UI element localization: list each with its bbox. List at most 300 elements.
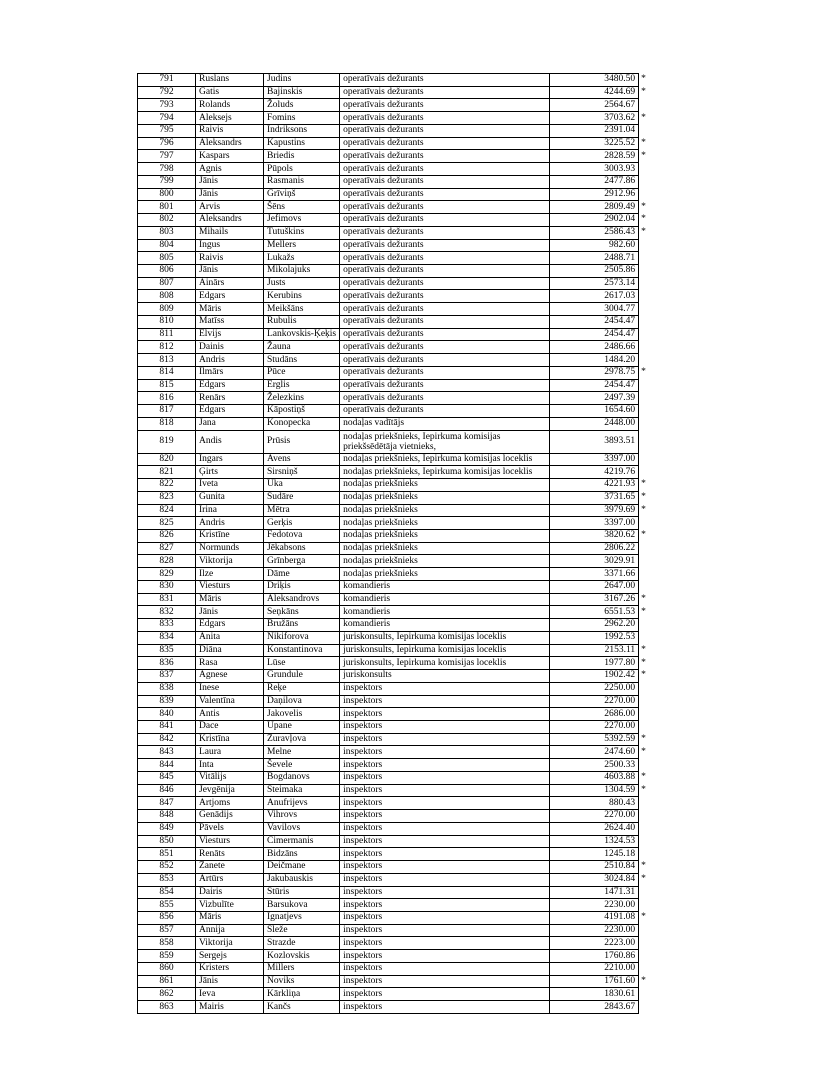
mark-cell: * [641, 214, 646, 225]
amount-cell: 2486.66 [550, 341, 639, 354]
first-name-cell: Māris [196, 912, 264, 925]
amount-cell: 1977.80 [550, 657, 639, 670]
amount-cell: 982.60 [550, 239, 639, 252]
mark-cell [639, 848, 649, 861]
mark-cell [639, 417, 649, 430]
first-name-cell: Kristers [196, 962, 264, 975]
last-name-cell: Ševele [264, 759, 340, 772]
mark-cell [639, 315, 649, 328]
table-row [138, 797, 649, 810]
last-name-cell: Vavilovs [264, 822, 340, 835]
first-name-cell: Ainārs [196, 277, 264, 290]
first-name-cell: Diāna [196, 644, 264, 657]
last-name-cell: Fomins [264, 112, 340, 125]
amount-cell: 3820.62 [550, 529, 639, 542]
row-number-cell: 857 [138, 924, 196, 937]
row-number-cell: 805 [138, 252, 196, 265]
first-name-cell: Rolands [196, 99, 264, 112]
amount-cell: 2505.86 [550, 265, 639, 278]
mark-cell [639, 341, 649, 354]
first-name-cell: Sergejs [196, 950, 264, 963]
row-number-cell: 797 [138, 150, 196, 163]
position-cell: nodaļas priekšnieks [340, 517, 550, 530]
row-number-cell: 842 [138, 733, 196, 746]
last-name-cell: Kāpostiņš [264, 405, 340, 418]
first-name-cell: Ģirts [196, 466, 264, 479]
amount-cell: 2474.60 [550, 746, 639, 759]
position-cell: inspektors [340, 733, 550, 746]
mark-cell [639, 453, 649, 466]
mark-cell [639, 239, 649, 252]
first-name-cell: Vizbulīte [196, 899, 264, 912]
amount-cell: 1654.60 [550, 405, 639, 418]
table-row [138, 479, 649, 492]
last-name-cell: Šēns [264, 201, 340, 214]
table-row [138, 835, 649, 848]
position-cell: inspektors [340, 873, 550, 886]
position-cell: juriskonsults [340, 670, 550, 683]
row-number-cell: 818 [138, 417, 196, 430]
first-name-cell: Viesturs [196, 835, 264, 848]
mark-cell: * [641, 785, 646, 796]
row-number-cell: 859 [138, 950, 196, 963]
last-name-cell: Rubulis [264, 315, 340, 328]
amount-cell: 2828.59 [550, 150, 639, 163]
row-number-cell: 826 [138, 529, 196, 542]
row-number-cell: 832 [138, 606, 196, 619]
amount-cell: 4603.88 [550, 771, 639, 784]
table-row [138, 354, 649, 367]
amount-cell: 2624.40 [550, 822, 639, 835]
table-row [138, 163, 649, 176]
table-row [138, 112, 649, 125]
first-name-cell: Annija [196, 924, 264, 937]
row-number-cell: 827 [138, 542, 196, 555]
amount-cell: 3003.93 [550, 163, 639, 176]
mark-cell [639, 124, 649, 137]
first-name-cell: Jānis [196, 175, 264, 188]
amount-cell: 1484.20 [550, 354, 639, 367]
row-number-cell: 807 [138, 277, 196, 290]
table-row [138, 466, 649, 479]
first-name-cell: Agnis [196, 163, 264, 176]
first-name-cell: Andis [196, 430, 264, 453]
row-number-cell: 846 [138, 784, 196, 797]
last-name-cell: Bružāns [264, 619, 340, 632]
mark-cell: * [641, 227, 646, 238]
last-name-cell: Prūsis [264, 430, 340, 453]
last-name-cell: Justs [264, 277, 340, 290]
first-name-cell: Andris [196, 354, 264, 367]
table-row [138, 405, 649, 418]
mark-cell [639, 430, 649, 453]
last-name-cell: Anufrijevs [264, 797, 340, 810]
table-row [138, 86, 649, 99]
position-cell: inspektors [340, 835, 550, 848]
amount-cell: 2454.47 [550, 328, 639, 341]
table-row [138, 175, 649, 188]
amount-cell: 3893.51 [550, 430, 639, 453]
last-name-cell: Kapustins [264, 137, 340, 150]
last-name-cell: Bajinskis [264, 86, 340, 99]
row-number-cell: 837 [138, 670, 196, 683]
row-number-cell: 860 [138, 962, 196, 975]
mark-cell: * [641, 530, 646, 541]
mark-cell [639, 252, 649, 265]
amount-cell: 3397.00 [550, 517, 639, 530]
first-name-cell: Elvijs [196, 328, 264, 341]
table-row [138, 99, 649, 112]
mark-cell [639, 580, 649, 593]
last-name-cell: Gerķis [264, 517, 340, 530]
position-cell: inspektors [340, 988, 550, 1001]
last-name-cell: Seņkāns [264, 606, 340, 619]
first-name-cell: Raivis [196, 124, 264, 137]
last-name-cell: Konopecka [264, 417, 340, 430]
row-number-cell: 845 [138, 771, 196, 784]
mark-cell: * [641, 606, 646, 617]
last-name-cell: Šteimaka [264, 784, 340, 797]
table-row [138, 886, 649, 899]
first-name-cell: Ingus [196, 239, 264, 252]
position-cell: komandieris [340, 606, 550, 619]
table-row [138, 124, 649, 137]
row-number-cell: 810 [138, 315, 196, 328]
mark-cell [639, 99, 649, 112]
table-row [138, 848, 649, 861]
position-cell: inspektors [340, 912, 550, 925]
position-cell: nodaļas vadītājs [340, 417, 550, 430]
amount-cell: 2573.14 [550, 277, 639, 290]
first-name-cell: Kristīna [196, 733, 264, 746]
mark-cell: * [641, 734, 646, 745]
first-name-cell: Māris [196, 303, 264, 316]
amount-cell: 3004.77 [550, 303, 639, 316]
position-cell: juriskonsults, Iepirkuma komisijas loceklis [340, 631, 550, 644]
position-cell: nodaļas priekšnieks [340, 504, 550, 517]
table-row [138, 873, 649, 886]
position-cell: inspektors [340, 759, 550, 772]
table-row [138, 733, 649, 746]
first-name-cell: Žanete [196, 861, 264, 874]
mark-cell [639, 759, 649, 772]
amount-cell: 2510.84 [550, 861, 639, 874]
table-row [138, 392, 649, 405]
mark-cell [639, 1001, 649, 1014]
last-name-cell: Indriksons [264, 124, 340, 137]
salary-table [137, 73, 649, 1014]
row-number-cell: 793 [138, 99, 196, 112]
amount-cell: 2270.00 [550, 810, 639, 823]
amount-cell: 6551.53 [550, 606, 639, 619]
position-cell: inspektors [340, 975, 550, 988]
mark-cell [639, 708, 649, 721]
first-name-cell: Normunds [196, 542, 264, 555]
row-number-cell: 802 [138, 214, 196, 227]
row-number-cell: 847 [138, 797, 196, 810]
table-row [138, 682, 649, 695]
row-number-cell: 835 [138, 644, 196, 657]
table-row [138, 950, 649, 963]
position-cell: operatīvais dežurants [340, 188, 550, 201]
first-name-cell: Jana [196, 417, 264, 430]
table-row [138, 670, 649, 683]
row-number-cell: 854 [138, 886, 196, 899]
mark-cell [639, 175, 649, 188]
position-cell: operatīvais dežurants [340, 214, 550, 227]
amount-cell: 2230.00 [550, 899, 639, 912]
table-row [138, 303, 649, 316]
row-number-cell: 834 [138, 631, 196, 644]
table-row [138, 74, 649, 87]
amount-cell: 2647.00 [550, 580, 639, 593]
row-number-cell: 833 [138, 619, 196, 632]
first-name-cell: Iveta [196, 479, 264, 492]
last-name-cell: Strazde [264, 937, 340, 950]
row-number-cell: 825 [138, 517, 196, 530]
mark-cell [639, 631, 649, 644]
mark-cell: * [641, 201, 646, 212]
mark-cell: * [641, 492, 646, 503]
first-name-cell: Viktorija [196, 555, 264, 568]
first-name-cell: Mihails [196, 226, 264, 239]
first-name-cell: Ruslans [196, 74, 264, 87]
mark-cell: * [641, 594, 646, 604]
row-number-cell: 792 [138, 86, 196, 99]
amount-cell: 2210.00 [550, 962, 639, 975]
position-cell: inspektors [340, 797, 550, 810]
amount-cell: 3731.65 [550, 491, 639, 504]
row-number-cell: 828 [138, 555, 196, 568]
table-row [138, 810, 649, 823]
mark-cell [639, 695, 649, 708]
row-number-cell: 850 [138, 835, 196, 848]
mark-cell [639, 619, 649, 632]
position-cell: operatīvais dežurants [340, 150, 550, 163]
last-name-cell: Ignatjevs [264, 912, 340, 925]
mark-cell [639, 568, 649, 581]
row-number-cell: 817 [138, 405, 196, 418]
last-name-cell: Grīviņš [264, 188, 340, 201]
table-row [138, 657, 649, 670]
mark-cell: * [641, 861, 646, 872]
last-name-cell: Jakubauskis [264, 873, 340, 886]
table-row [138, 899, 649, 912]
position-cell: operatīvais dežurants [340, 99, 550, 112]
table-row [138, 341, 649, 354]
amount-cell: 1830.61 [550, 988, 639, 1001]
amount-cell: 1245.18 [550, 848, 639, 861]
table-row [138, 784, 649, 797]
mark-cell [639, 379, 649, 392]
amount-cell: 2912.96 [550, 188, 639, 201]
first-name-cell: Ingars [196, 453, 264, 466]
amount-cell: 2586.43 [550, 226, 639, 239]
last-name-cell: Lankovskis-Ķeķis [264, 328, 340, 341]
position-cell: komandieris [340, 593, 550, 606]
last-name-cell: Judins [264, 74, 340, 87]
position-cell: operatīvais dežurants [340, 239, 550, 252]
row-number-cell: 821 [138, 466, 196, 479]
position-cell: nodaļas priekšnieks [340, 529, 550, 542]
position-cell: inspektors [340, 784, 550, 797]
row-number-cell: 858 [138, 937, 196, 950]
first-name-cell: Jevgēnija [196, 784, 264, 797]
table-row [138, 606, 649, 619]
amount-cell: 2448.00 [550, 417, 639, 430]
table-row [138, 912, 649, 925]
first-name-cell: Dainis [196, 341, 264, 354]
first-name-cell: Laura [196, 746, 264, 759]
row-number-cell: 862 [138, 988, 196, 1001]
mark-cell: * [641, 976, 646, 987]
amount-cell: 1902.42 [550, 670, 639, 683]
last-name-cell: Mellers [264, 239, 340, 252]
mark-cell [639, 899, 649, 912]
position-cell: operatīvais dežurants [340, 366, 550, 379]
mark-cell [639, 328, 649, 341]
position-cell: inspektors [340, 771, 550, 784]
row-number-cell: 799 [138, 175, 196, 188]
last-name-cell: Vihrovs [264, 810, 340, 823]
last-name-cell: Jefimovs [264, 214, 340, 227]
position-cell: operatīvais dežurants [340, 175, 550, 188]
first-name-cell: Inta [196, 759, 264, 772]
mark-cell: * [641, 150, 646, 161]
last-name-cell: Mētra [264, 504, 340, 517]
position-cell: operatīvais dežurants [340, 277, 550, 290]
amount-cell: 1304.59 [550, 784, 639, 797]
last-name-cell: Jēkabsons [264, 542, 340, 555]
amount-cell: 2564.67 [550, 99, 639, 112]
first-name-cell: Viesturs [196, 580, 264, 593]
table-row [138, 759, 649, 772]
table-row [138, 137, 649, 150]
first-name-cell: Gatis [196, 86, 264, 99]
table-row [138, 417, 649, 430]
first-name-cell: Genādijs [196, 810, 264, 823]
mark-cell: * [641, 874, 646, 885]
table-row [138, 937, 649, 950]
table-row [138, 188, 649, 201]
position-cell: nodaļas priekšnieks, Iepirkuma komisijas loceklis [340, 453, 550, 466]
last-name-cell: Kančs [264, 1001, 340, 1014]
table-row [138, 214, 649, 227]
position-cell: inspektors [340, 822, 550, 835]
table-row [138, 631, 649, 644]
first-name-cell: Vitālijs [196, 771, 264, 784]
first-name-cell: Aleksandrs [196, 214, 264, 227]
table-row [138, 504, 649, 517]
table-row [138, 822, 649, 835]
table-row [138, 644, 649, 657]
position-cell: operatīvais dežurants [340, 328, 550, 341]
last-name-cell: Grundule [264, 670, 340, 683]
table-row [138, 746, 649, 759]
last-name-cell: Mikolajuks [264, 265, 340, 278]
position-cell: komandieris [340, 619, 550, 632]
amount-cell: 2809.49 [550, 201, 639, 214]
last-name-cell: Cimermanis [264, 835, 340, 848]
row-number-cell: 844 [138, 759, 196, 772]
table-row [138, 277, 649, 290]
amount-cell: 2454.47 [550, 379, 639, 392]
table-row [138, 924, 649, 937]
table-row [138, 529, 649, 542]
last-name-cell: Železkins [264, 392, 340, 405]
amount-cell: 2270.00 [550, 695, 639, 708]
position-cell: operatīvais dežurants [340, 303, 550, 316]
first-name-cell: Valentīna [196, 695, 264, 708]
first-name-cell: Matīss [196, 315, 264, 328]
table-row [138, 555, 649, 568]
mark-cell [639, 797, 649, 810]
first-name-cell: Renārs [196, 392, 264, 405]
amount-cell: 2843.67 [550, 1001, 639, 1014]
position-cell: operatīvais dežurants [340, 341, 550, 354]
mark-cell [639, 517, 649, 530]
row-number-cell: 814 [138, 366, 196, 379]
first-name-cell: Edgars [196, 619, 264, 632]
last-name-cell: Kerubins [264, 290, 340, 303]
first-name-cell: Anita [196, 631, 264, 644]
last-name-cell: Uka [264, 479, 340, 492]
position-cell: nodaļas priekšnieks [340, 555, 550, 568]
first-name-cell: Renāts [196, 848, 264, 861]
row-number-cell: 852 [138, 861, 196, 874]
mark-cell: * [641, 912, 646, 923]
table-row [138, 517, 649, 530]
row-number-cell: 861 [138, 975, 196, 988]
amount-cell: 1992.53 [550, 631, 639, 644]
last-name-cell: Noviks [264, 975, 340, 988]
table-row [138, 708, 649, 721]
row-number-cell: 809 [138, 303, 196, 316]
first-name-cell: Aleksandrs [196, 137, 264, 150]
amount-cell: 2497.39 [550, 392, 639, 405]
table-row [138, 252, 649, 265]
position-cell: nodaļas priekšnieks [340, 491, 550, 504]
row-number-cell: 812 [138, 341, 196, 354]
table-row [138, 988, 649, 1001]
row-number-cell: 843 [138, 746, 196, 759]
row-number-cell: 808 [138, 290, 196, 303]
first-name-cell: Kaspars [196, 150, 264, 163]
amount-cell: 2270.00 [550, 720, 639, 733]
position-cell: nodaļas priekšnieks, Iepirkuma komisijas priekšsēdētāja vietnieks, [340, 430, 550, 453]
row-number-cell: 831 [138, 593, 196, 606]
mark-cell: * [641, 367, 646, 378]
last-name-cell: Bidzāns [264, 848, 340, 861]
amount-cell: 2617.03 [550, 290, 639, 303]
mark-cell [639, 937, 649, 950]
amount-cell: 2488.71 [550, 252, 639, 265]
row-number-cell: 829 [138, 568, 196, 581]
last-name-cell: Dāme [264, 568, 340, 581]
row-number-cell: 794 [138, 112, 196, 125]
amount-cell: 3397.00 [550, 453, 639, 466]
row-number-cell: 819 [138, 430, 196, 453]
table-row [138, 328, 649, 341]
table-row [138, 619, 649, 632]
row-number-cell: 830 [138, 580, 196, 593]
last-name-cell: Barsukova [264, 899, 340, 912]
last-name-cell: Jakovelis [264, 708, 340, 721]
last-name-cell: Avens [264, 453, 340, 466]
first-name-cell: Jānis [196, 975, 264, 988]
row-number-cell: 838 [138, 682, 196, 695]
row-number-cell: 863 [138, 1001, 196, 1014]
